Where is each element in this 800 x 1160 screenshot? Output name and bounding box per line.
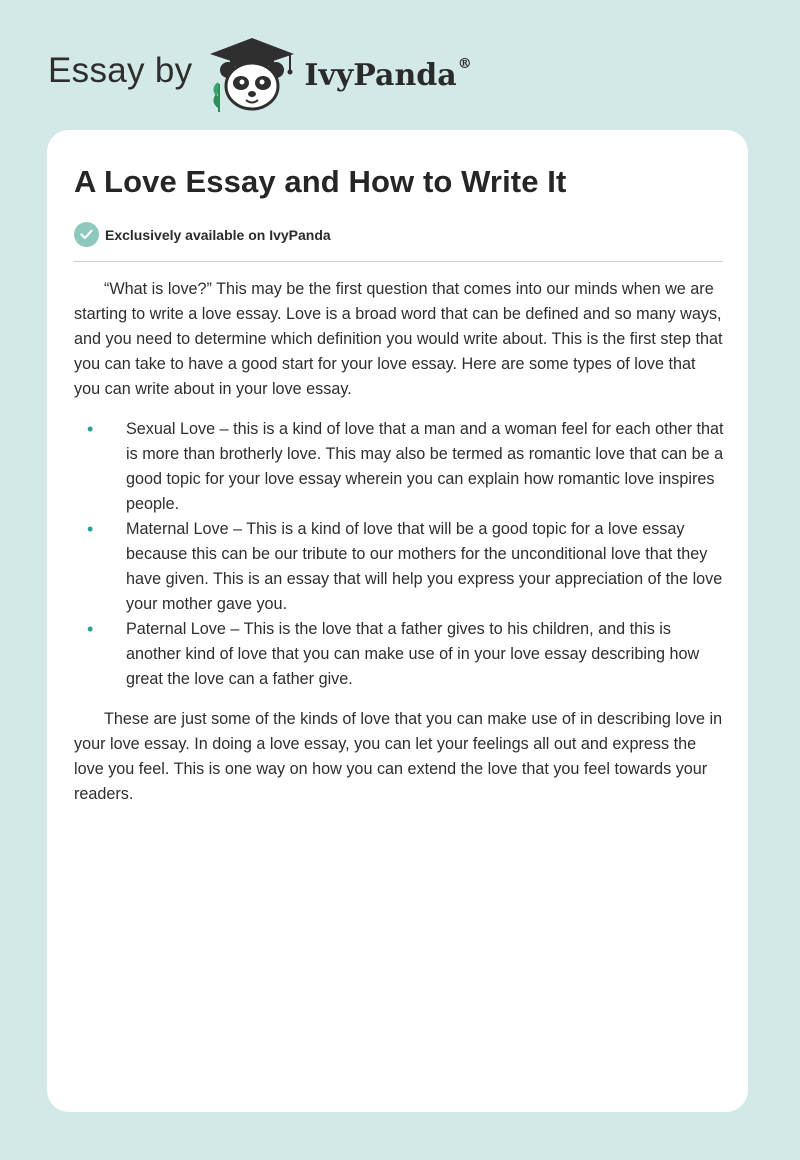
- list-item: • Paternal Love – This is the love that a father gives to his children, and this is another kind of love that you can make use of in your love essay describing how great the love can a father give.: [87, 619, 700, 688]
- essay-body: [74, 277, 726, 807]
- bullet-icon: •: [87, 519, 94, 539]
- essay-by-label: Essay by: [48, 51, 193, 90]
- badge-label: Exclusively available on IvyPanda: [105, 226, 331, 243]
- intro-paragraph: “What is love?” This may be the first question that comes into our minds when we are starting to write a love essay. Love is a broad word that can be defined and so many ways, and you need to determine which definition you would write about. This is the first step that you can take to have a good start for your love essay. Here are some types of love that you can write about in your love essay.: [74, 280, 723, 398]
- bullet-icon: •: [87, 419, 94, 439]
- site-header: [48, 36, 472, 112]
- love-types-list: [74, 417, 726, 692]
- conclusion-paragraph: These are just some of the kinds of love that you can make use of in describing love in your love essay. In doing a love essay, you can let your feelings all out and express the love you feel. This is one way on how you can extend the love that you feel towards your readers.: [74, 710, 723, 803]
- registered-mark: ®: [457, 55, 472, 72]
- list-item: • Sexual Love – this is a kind of love that a man and a woman feel for each other that is more than brotherly love. This may also be termed as romantic love that can be a good topic for your love essay wherein you can explain how romantic love inspires people.: [87, 419, 724, 513]
- bullet-icon: •: [87, 619, 94, 639]
- divider: [74, 261, 723, 262]
- essay-card: [47, 130, 748, 1112]
- panda-logo-icon[interactable]: [206, 36, 298, 112]
- page-title: A Love Essay and How to Write It: [74, 164, 567, 199]
- check-icon: [74, 222, 99, 247]
- exclusive-badge: [74, 222, 331, 247]
- list-item: • Maternal Love – This is a kind of love that will be a good topic for a love essay because this can be our tribute to our mothers for the unconditional love that they have given. This is an essay that will help you express your appreciation of the love your mother gave you.: [87, 519, 723, 613]
- brand-name[interactable]: IvyPanda®: [304, 55, 472, 93]
